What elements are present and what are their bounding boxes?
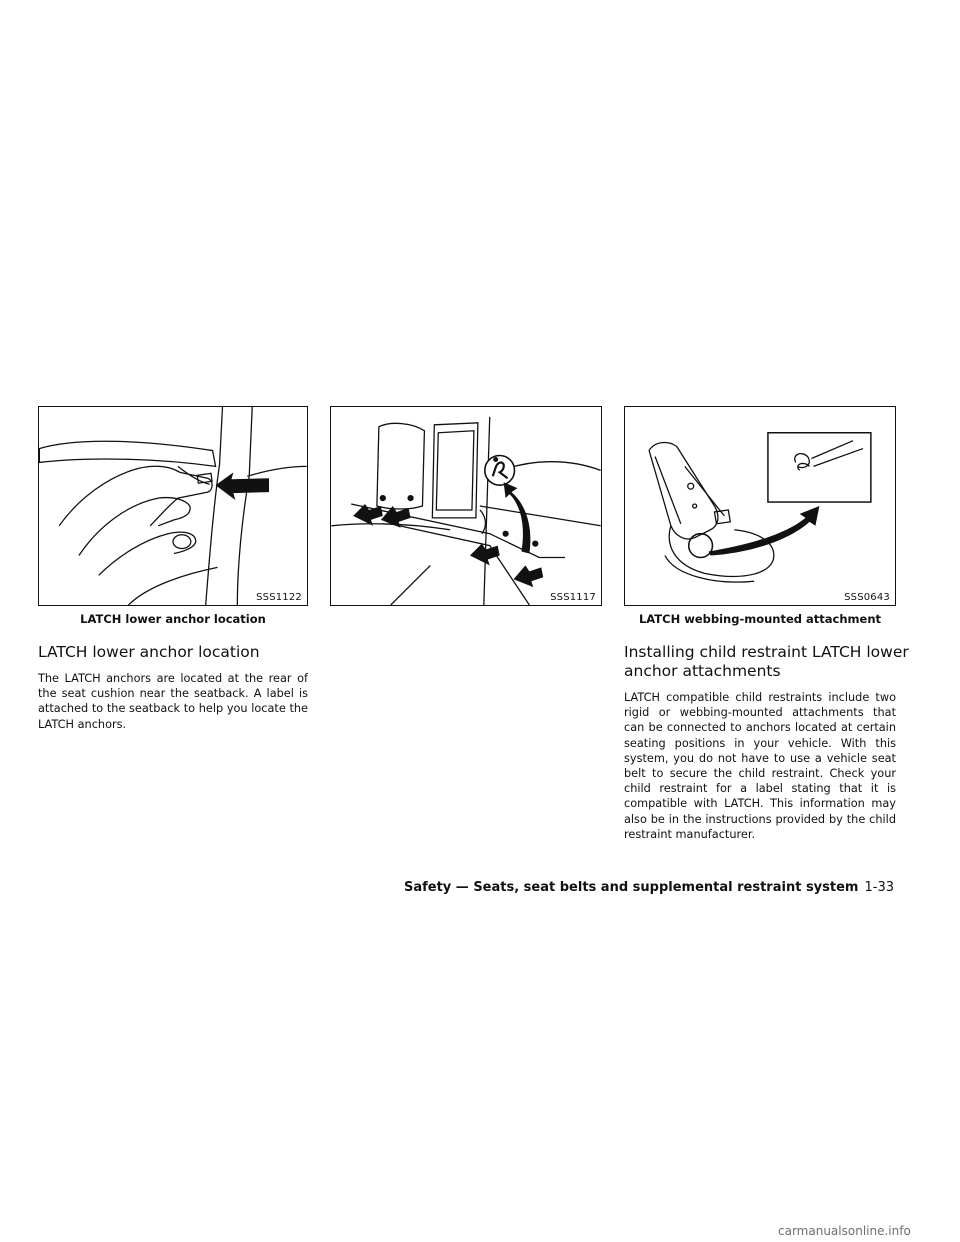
- webbing-attachment-illustration: [625, 407, 895, 605]
- figure-latch-anchor-location: [38, 406, 308, 606]
- figure-caption: LATCH lower anchor location: [80, 612, 266, 626]
- page-number: 1-33: [864, 880, 894, 895]
- latch-anchor-illustration: [39, 407, 307, 605]
- pointer-arrow-icon: [216, 472, 269, 500]
- section-body: LATCH compatible child restraints include two rigid or webbing-mounted attachments that can be connected to anchors located at certain seating positions in your vehicle. With this system, you do not have to use a vehicle seat belt to secure the child restraint. Check your child restraint for a label stating that it is compatible with LATCH. This information may also be in the instructions provided by the child restraint manufacturer.: [624, 691, 896, 841]
- section-body: The LATCH anchors are located at the rear of the seat cushion near the seatback. A label is attached to the seatback to help you locate the LATCH anchors.: [38, 672, 308, 731]
- seat-anchors-illustration: [331, 407, 601, 605]
- section-heading: LATCH lower anchor location: [38, 643, 260, 661]
- figure-code: SSS1117: [550, 592, 596, 603]
- footer-title: Safety — Seats, seat belts and supplemental restraint system: [403, 880, 859, 895]
- watermark: carmanualsonline.info: [778, 1224, 911, 1238]
- section-heading: anchor attachments: [624, 662, 781, 680]
- figure-code: SSS1122: [256, 592, 302, 603]
- figure-webbing-attachment: [624, 406, 896, 606]
- figure-caption: LATCH webbing-mounted attachment: [638, 612, 882, 626]
- page-footer: [404, 880, 894, 895]
- figure-seat-anchors: [330, 406, 602, 606]
- pointer-arrow-icon: [709, 506, 820, 556]
- section-heading: Installing child restraint LATCH lower: [624, 643, 909, 661]
- figure-code: SSS0643: [844, 592, 890, 603]
- child-seat-label-icon: [485, 456, 515, 486]
